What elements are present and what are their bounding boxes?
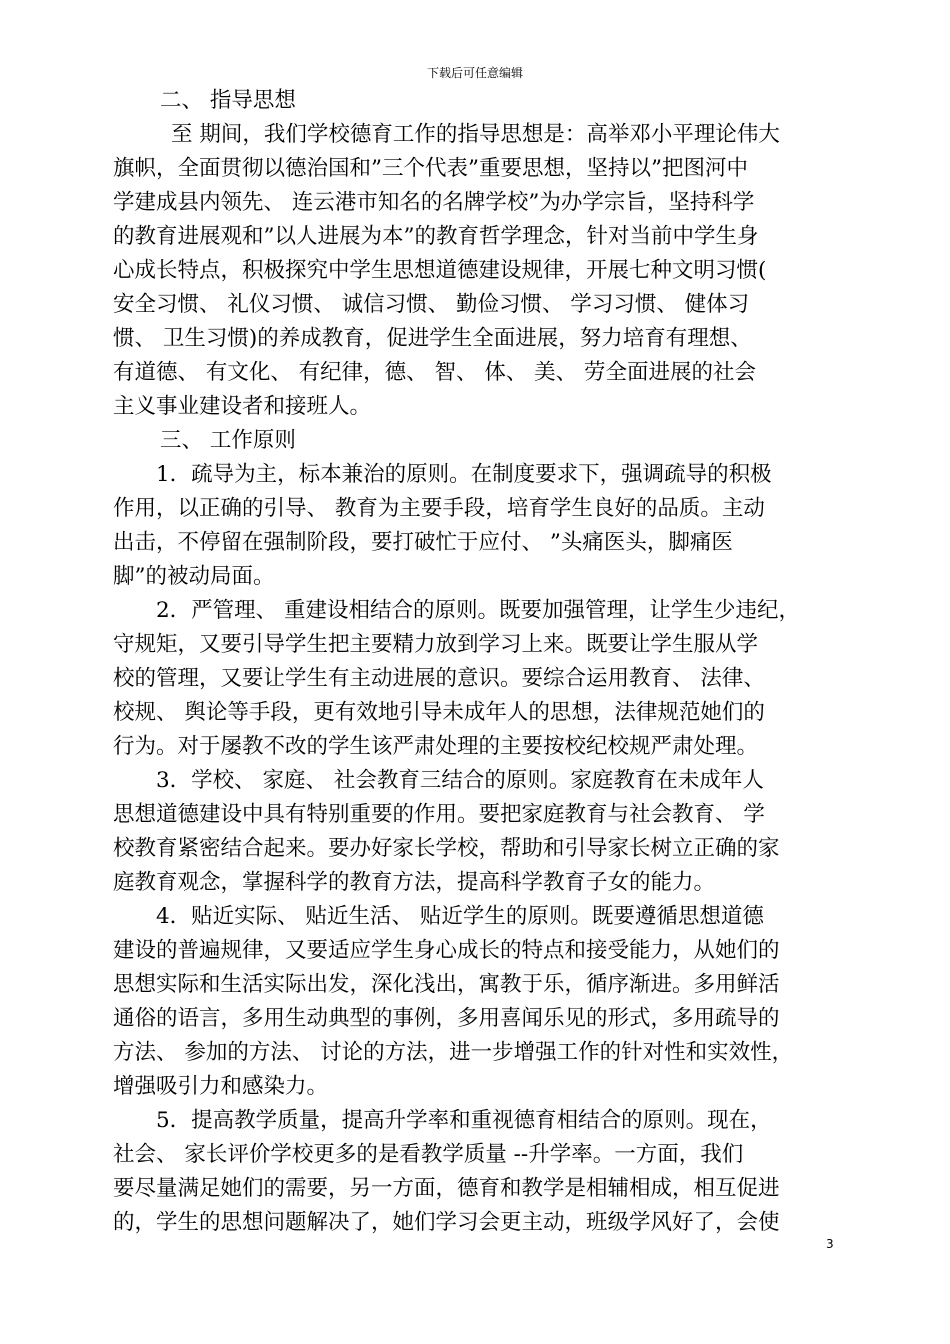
document-body [113, 84, 843, 1240]
section-heading-work-principles: 三、 工作原则 [160, 428, 296, 453]
text-line: 的教育进展观和”以人进展为本”的教育哲学理念，针对当前中学生身 [113, 224, 759, 249]
page-number: 3 [826, 1237, 834, 1251]
text-line: 1．疏导为主，标本兼治的原则。在制度要求下，强调疏导的积极 [156, 462, 772, 487]
page-header: 下载后可任意编辑 [426, 66, 523, 80]
principle-3 [113, 764, 843, 900]
text-line: 出击，不停留在强制阶段，要打破忙于应付、 ”头痛医头，脚痛医 [113, 530, 733, 555]
paragraph-guiding-ideology [113, 118, 843, 424]
text-line: 旗帜，全面贯彻以德治国和”三个代表”重要思想，坚持以”把图河中 [113, 156, 748, 181]
text-line: 惯、 卫生习惯)的养成教育，促进学生全面进展，努力培育有理想、 [113, 326, 752, 351]
text-line: 要尽量满足她们的需要，另一方面，德育和教学是相辅相成，相互促进 [113, 1176, 780, 1201]
text-line: 社会、 家长评价学校更多的是看教学质量 --升学率。一方面，我们 [113, 1142, 744, 1167]
text-line: 的，学生的思想问题解决了，她们学习会更主动，班级学风好了，会使 [113, 1210, 780, 1235]
text-line: 守规矩，又要引导学生把主要精力放到学习上来。既要让学生服从学 [113, 632, 759, 657]
text-line: 心成长特点，积极探究中学生思想道德建设规律，开展七种文明习惯( [113, 258, 767, 283]
text-line: 3．学校、 家庭、 社会教育三结合的原则。家庭教育在未成年人 [156, 768, 764, 793]
text-line: 校规、 舆论等手段，更有效地引导未成年人的思想，法律规范她们的 [113, 700, 765, 725]
principle-2 [113, 594, 843, 764]
text-line: 思想实际和生活实际出发，深化浅出，寓教于乐，循序渐进。多用鲜活 [113, 972, 780, 997]
text-line: 方法、 参加的方法、 讨论的方法，进一步增强工作的针对性和实效性， [113, 1040, 794, 1065]
text-line: 脚”的被动局面。 [113, 564, 275, 589]
text-line: 安全习惯、 礼仪习惯、 诚信习惯、 勤俭习惯、 学习习惯、 健体习 [113, 292, 750, 317]
text-line: 作用，以正确的引导、 教育为主要手段，培育学生良好的品质。主动 [113, 496, 765, 521]
principle-4 [113, 900, 843, 1104]
section-heading-guiding-ideology: 二、 指导思想 [160, 88, 296, 113]
text-line: 有道德、 有文化、 有纪律，德、 智、 体、 美、 劳全面进展的社会 [113, 360, 757, 385]
text-line: 4．贴近实际、 贴近生活、 贴近学生的原则。既要遵循思想道德 [156, 904, 764, 929]
text-line: 行为。对于屡教不改的学生该严肃处理的主要按校纪校规严肃处理。 [113, 734, 759, 759]
principle-5 [113, 1104, 843, 1240]
text-line: 至 期间，我们学校德育工作的指导思想是：高举邓小平理论伟大 [171, 122, 780, 147]
text-line: 建设的普遍规律，又要适应学生身心成长的特点和接受能力，从她们的 [113, 938, 780, 963]
text-line: 庭教育观念，掌握科学的教育方法，提高科学教育子女的能力。 [113, 870, 716, 895]
text-line: 5．提高教学质量，提高升学率和重视德育相结合的原则。现在， [156, 1108, 772, 1133]
principle-1 [113, 458, 843, 594]
text-line: 校的管理，又要让学生有主动进展的意识。要综合运用教育、 法律、 [113, 666, 765, 691]
text-line: 思想道德建设中具有特别重要的作用。要把家庭教育与社会教育、 学 [113, 802, 765, 827]
text-line: 2．严管理、 重建设相结合的原则。既要加强管理，让学生少违纪， [156, 598, 801, 623]
text-line: 主义事业建设者和接班人。 [113, 394, 372, 419]
text-line: 学建成县内领先、 连云港市知名的名牌学校”为办学宗旨，坚持科学 [113, 190, 755, 215]
text-line: 增强吸引力和感染力。 [113, 1074, 329, 1099]
text-line: 通俗的语言，多用生动典型的事例，多用喜闻乐见的形式，多用疏导的 [113, 1006, 780, 1031]
text-line: 校教育紧密结合起来。要办好家长学校，帮助和引导家长树立正确的家 [113, 836, 780, 861]
